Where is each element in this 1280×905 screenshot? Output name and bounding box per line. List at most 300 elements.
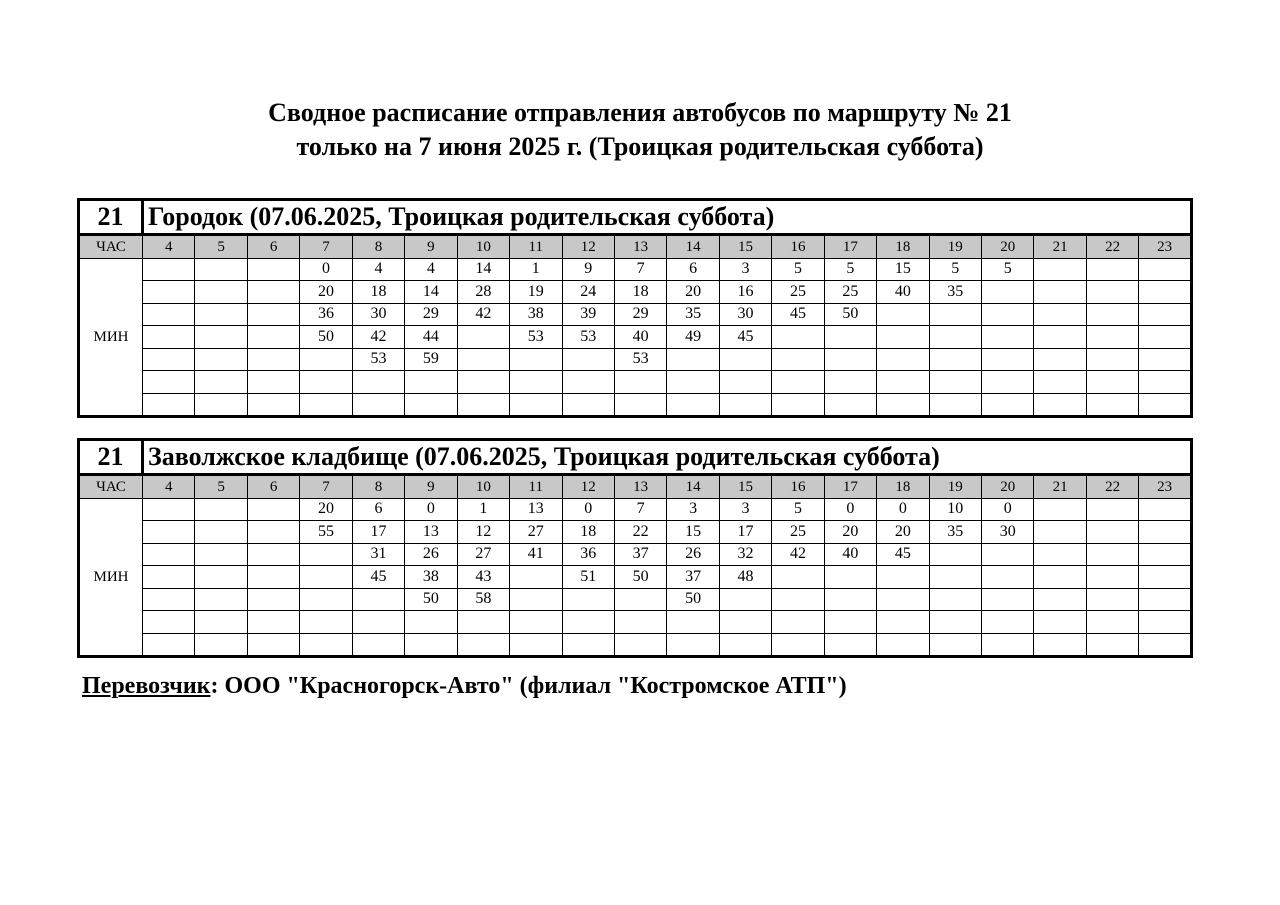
minute-cell: 3 — [719, 498, 771, 521]
minute-cell — [877, 393, 929, 417]
minute-cell: 0 — [982, 498, 1034, 521]
minute-cell: 45 — [772, 303, 824, 326]
minute-cell — [143, 303, 195, 326]
minute-cell: 0 — [405, 498, 457, 521]
minute-cell — [667, 393, 719, 417]
minute-cell — [772, 611, 824, 634]
minute-cell: 36 — [562, 543, 614, 566]
minute-cell — [929, 566, 981, 589]
minute-cell — [195, 566, 247, 589]
minute-cell: 30 — [982, 521, 1034, 544]
minute-cell — [877, 633, 929, 657]
hour-cell: 13 — [614, 235, 666, 259]
minute-cell — [247, 521, 299, 544]
minutes-row — [79, 326, 1192, 349]
hour-cell: 8 — [352, 475, 404, 499]
minutes-row — [79, 588, 1192, 611]
route-number: 21 — [79, 200, 143, 235]
minute-cell: 53 — [352, 348, 404, 371]
minute-cell: 13 — [510, 498, 562, 521]
minute-cell: 7 — [614, 258, 666, 281]
minute-cell — [562, 371, 614, 394]
minute-cell — [719, 371, 771, 394]
minute-cell — [614, 611, 666, 634]
minute-cell — [877, 371, 929, 394]
hour-cell: 10 — [457, 475, 509, 499]
page-title — [0, 96, 1280, 164]
minute-cell — [143, 498, 195, 521]
minute-cell: 24 — [562, 281, 614, 304]
hour-cell: 6 — [247, 475, 299, 499]
minutes-row — [79, 393, 1192, 417]
minute-cell — [929, 611, 981, 634]
minute-cell: 51 — [562, 566, 614, 589]
minute-cell: 10 — [929, 498, 981, 521]
minute-cell: 15 — [667, 521, 719, 544]
minute-cell: 20 — [300, 498, 352, 521]
minute-cell — [247, 371, 299, 394]
minute-cell — [719, 633, 771, 657]
hour-cell: 20 — [982, 235, 1034, 259]
minute-cell — [1086, 521, 1138, 544]
minute-cell — [929, 393, 981, 417]
hour-cell: 7 — [300, 475, 352, 499]
minute-cell — [614, 371, 666, 394]
minute-cell — [405, 611, 457, 634]
minute-cell: 12 — [457, 521, 509, 544]
minute-cell — [457, 611, 509, 634]
minute-cell: 36 — [300, 303, 352, 326]
hour-cell: 11 — [510, 475, 562, 499]
minute-cell — [247, 281, 299, 304]
minute-cell — [1139, 633, 1192, 657]
minute-cell: 44 — [405, 326, 457, 349]
minute-cell: 29 — [405, 303, 457, 326]
minute-cell: 29 — [614, 303, 666, 326]
minute-cell — [982, 588, 1034, 611]
minute-cell — [143, 588, 195, 611]
minute-cell — [667, 371, 719, 394]
minute-cell — [1139, 303, 1192, 326]
hour-cell: 21 — [1034, 475, 1086, 499]
minute-cell — [300, 371, 352, 394]
minute-cell — [772, 588, 824, 611]
minute-cell — [982, 303, 1034, 326]
minute-cell — [195, 348, 247, 371]
minute-cell — [300, 393, 352, 417]
minute-cell — [562, 348, 614, 371]
minute-cell: 27 — [457, 543, 509, 566]
minute-cell — [510, 348, 562, 371]
schedule-table-gorodok — [77, 198, 1193, 418]
minutes-row — [79, 498, 1192, 521]
minute-cell — [1139, 326, 1192, 349]
minute-cell — [405, 393, 457, 417]
minute-cell — [1139, 588, 1192, 611]
hour-cell: 4 — [143, 235, 195, 259]
minute-cell: 38 — [405, 566, 457, 589]
minute-cell — [1139, 543, 1192, 566]
carrier-line — [82, 673, 847, 700]
minute-cell — [1139, 393, 1192, 417]
minute-cell — [1086, 348, 1138, 371]
minute-cell — [352, 611, 404, 634]
minute-cell: 20 — [667, 281, 719, 304]
minute-cell — [772, 326, 824, 349]
minute-cell: 5 — [929, 258, 981, 281]
minute-cell — [562, 588, 614, 611]
minute-cell — [510, 371, 562, 394]
minute-cell — [247, 326, 299, 349]
minute-cell: 31 — [352, 543, 404, 566]
minute-cell: 25 — [772, 521, 824, 544]
hour-cell: 12 — [562, 475, 614, 499]
minute-cell — [667, 611, 719, 634]
minute-cell — [929, 348, 981, 371]
minutes-label: МИН — [79, 258, 143, 417]
hour-cell: 18 — [877, 235, 929, 259]
minute-cell — [1086, 281, 1138, 304]
minute-cell: 25 — [824, 281, 876, 304]
minutes-row — [79, 521, 1192, 544]
minute-cell — [877, 326, 929, 349]
minute-cell: 50 — [824, 303, 876, 326]
minute-cell — [824, 633, 876, 657]
minute-cell — [247, 633, 299, 657]
minute-cell: 37 — [614, 543, 666, 566]
minute-cell: 15 — [877, 258, 929, 281]
minutes-row — [79, 281, 1192, 304]
hours-row — [79, 235, 1192, 259]
minute-cell: 45 — [352, 566, 404, 589]
hour-cell: 14 — [667, 235, 719, 259]
minutes-row — [79, 258, 1192, 281]
hour-cell: 8 — [352, 235, 404, 259]
minute-cell — [195, 326, 247, 349]
minute-cell — [982, 611, 1034, 634]
minute-cell — [510, 566, 562, 589]
minute-cell — [247, 543, 299, 566]
minute-cell — [719, 588, 771, 611]
minute-cell — [143, 393, 195, 417]
minute-cell: 0 — [562, 498, 614, 521]
minute-cell — [405, 633, 457, 657]
minute-cell — [1034, 588, 1086, 611]
carrier-value: : ООО "Красногорск-Авто" (филиал "Костромское АТП") — [210, 673, 847, 699]
minute-cell: 50 — [300, 326, 352, 349]
minute-cell — [143, 543, 195, 566]
hour-cell: 22 — [1086, 235, 1138, 259]
minute-cell — [247, 258, 299, 281]
hour-cell: 10 — [457, 235, 509, 259]
minute-cell — [195, 521, 247, 544]
minute-cell — [143, 348, 195, 371]
minute-cell: 32 — [719, 543, 771, 566]
hour-cell: 19 — [929, 475, 981, 499]
minute-cell — [143, 611, 195, 634]
minute-cell — [982, 348, 1034, 371]
minute-cell — [1034, 371, 1086, 394]
minute-cell: 49 — [667, 326, 719, 349]
minute-cell — [1034, 498, 1086, 521]
minute-cell — [877, 303, 929, 326]
title-line-1: Сводное расписание отправления автобусов по маршруту № 21 — [268, 98, 1012, 127]
minute-cell — [352, 633, 404, 657]
hour-cell: 11 — [510, 235, 562, 259]
minute-cell — [824, 611, 876, 634]
hour-cell: 5 — [195, 475, 247, 499]
minute-cell — [929, 633, 981, 657]
minute-cell — [824, 348, 876, 371]
minute-cell — [1034, 633, 1086, 657]
minute-cell: 22 — [614, 521, 666, 544]
minute-cell — [772, 566, 824, 589]
hour-cell: 22 — [1086, 475, 1138, 499]
minute-cell: 30 — [352, 303, 404, 326]
minute-cell: 40 — [877, 281, 929, 304]
minute-cell: 18 — [614, 281, 666, 304]
minute-cell — [772, 371, 824, 394]
minute-cell — [982, 633, 1034, 657]
hour-cell: 17 — [824, 235, 876, 259]
minute-cell: 0 — [824, 498, 876, 521]
minute-cell — [143, 281, 195, 304]
minute-cell — [510, 633, 562, 657]
minute-cell — [1086, 303, 1138, 326]
minutes-row — [79, 348, 1192, 371]
hour-cell: 4 — [143, 475, 195, 499]
minute-cell — [143, 258, 195, 281]
minute-cell — [824, 393, 876, 417]
minute-cell: 13 — [405, 521, 457, 544]
minute-cell: 50 — [405, 588, 457, 611]
minute-cell — [562, 633, 614, 657]
minute-cell — [352, 588, 404, 611]
hour-cell: 14 — [667, 475, 719, 499]
minute-cell — [300, 566, 352, 589]
minute-cell — [1086, 258, 1138, 281]
hour-cell: 23 — [1139, 235, 1192, 259]
minute-cell: 40 — [824, 543, 876, 566]
minute-cell — [614, 393, 666, 417]
minute-cell — [772, 393, 824, 417]
minute-cell: 14 — [457, 258, 509, 281]
minute-cell — [405, 371, 457, 394]
minute-cell — [982, 393, 1034, 417]
minute-cell: 30 — [719, 303, 771, 326]
minute-cell: 45 — [719, 326, 771, 349]
minute-cell — [1139, 371, 1192, 394]
minute-cell — [719, 348, 771, 371]
minute-cell — [1139, 258, 1192, 281]
title-line-2: только на 7 июня 2025 г. (Троицкая родительская суббота) — [296, 132, 984, 161]
hour-cell: 7 — [300, 235, 352, 259]
minute-cell: 43 — [457, 566, 509, 589]
minute-cell — [877, 588, 929, 611]
minute-cell: 26 — [667, 543, 719, 566]
minute-cell — [1034, 521, 1086, 544]
minute-cell — [247, 588, 299, 611]
hour-cell: 12 — [562, 235, 614, 259]
minute-cell — [510, 611, 562, 634]
minute-cell — [143, 326, 195, 349]
minute-cell — [1139, 348, 1192, 371]
hour-cell: 16 — [772, 235, 824, 259]
minute-cell — [1139, 498, 1192, 521]
minute-cell — [352, 371, 404, 394]
minute-cell — [1034, 543, 1086, 566]
minute-cell: 53 — [562, 326, 614, 349]
minute-cell — [1086, 393, 1138, 417]
minute-cell: 14 — [405, 281, 457, 304]
minute-cell: 42 — [457, 303, 509, 326]
minute-cell: 53 — [510, 326, 562, 349]
minute-cell: 3 — [667, 498, 719, 521]
hour-cell: 23 — [1139, 475, 1192, 499]
minutes-row — [79, 371, 1192, 394]
hour-cell: 19 — [929, 235, 981, 259]
minute-cell — [929, 371, 981, 394]
minute-cell — [1086, 566, 1138, 589]
route-title: Заволжское кладбище (07.06.2025, Троицкая родительская суббота) — [143, 440, 1192, 475]
minute-cell: 27 — [510, 521, 562, 544]
minute-cell — [195, 258, 247, 281]
minute-cell: 55 — [300, 521, 352, 544]
minute-cell: 20 — [824, 521, 876, 544]
minute-cell — [824, 588, 876, 611]
minute-cell — [1139, 566, 1192, 589]
minute-cell — [719, 393, 771, 417]
minute-cell: 58 — [457, 588, 509, 611]
hours-row — [79, 475, 1192, 499]
minutes-row — [79, 633, 1192, 657]
minute-cell — [1139, 521, 1192, 544]
hour-label: ЧАС — [79, 475, 143, 499]
minute-cell — [562, 393, 614, 417]
minute-cell: 35 — [929, 281, 981, 304]
minute-cell — [614, 633, 666, 657]
minute-cell: 35 — [667, 303, 719, 326]
minute-cell — [195, 611, 247, 634]
minute-cell — [510, 588, 562, 611]
minute-cell — [195, 281, 247, 304]
minute-cell: 37 — [667, 566, 719, 589]
minute-cell: 19 — [510, 281, 562, 304]
hour-cell: 21 — [1034, 235, 1086, 259]
minute-cell — [982, 326, 1034, 349]
minute-cell: 4 — [352, 258, 404, 281]
minute-cell: 41 — [510, 543, 562, 566]
hour-cell: 9 — [405, 475, 457, 499]
minute-cell — [772, 348, 824, 371]
minute-cell — [1034, 348, 1086, 371]
minute-cell: 1 — [510, 258, 562, 281]
minute-cell: 50 — [667, 588, 719, 611]
hour-cell: 9 — [405, 235, 457, 259]
minute-cell: 17 — [719, 521, 771, 544]
minute-cell: 16 — [719, 281, 771, 304]
minute-cell — [247, 498, 299, 521]
minute-cell — [352, 393, 404, 417]
minute-cell — [195, 543, 247, 566]
minute-cell: 42 — [772, 543, 824, 566]
minutes-row — [79, 566, 1192, 589]
minute-cell: 40 — [614, 326, 666, 349]
minute-cell: 48 — [719, 566, 771, 589]
route-header-row — [79, 200, 1192, 235]
minute-cell — [982, 281, 1034, 304]
minute-cell — [300, 633, 352, 657]
minute-cell — [1034, 303, 1086, 326]
minute-cell: 20 — [300, 281, 352, 304]
minute-cell — [929, 303, 981, 326]
minute-cell — [667, 348, 719, 371]
minute-cell — [929, 588, 981, 611]
minute-cell: 39 — [562, 303, 614, 326]
minute-cell: 50 — [614, 566, 666, 589]
minute-cell — [300, 611, 352, 634]
minute-cell — [247, 303, 299, 326]
hour-cell: 15 — [719, 475, 771, 499]
minute-cell — [877, 611, 929, 634]
minutes-row — [79, 611, 1192, 634]
route-title: Городок (07.06.2025, Троицкая родительская суббота) — [143, 200, 1192, 235]
minute-cell — [457, 371, 509, 394]
minute-cell — [929, 543, 981, 566]
minutes-label: МИН — [79, 498, 143, 657]
minute-cell — [195, 371, 247, 394]
hour-cell: 15 — [719, 235, 771, 259]
minute-cell — [143, 371, 195, 394]
minute-cell: 26 — [405, 543, 457, 566]
minute-cell: 0 — [877, 498, 929, 521]
minute-cell — [300, 543, 352, 566]
minute-cell — [247, 348, 299, 371]
minute-cell — [877, 566, 929, 589]
minute-cell — [1086, 371, 1138, 394]
minute-cell: 5 — [772, 498, 824, 521]
minute-cell — [143, 521, 195, 544]
minute-cell — [195, 588, 247, 611]
minute-cell — [457, 326, 509, 349]
route-number: 21 — [79, 440, 143, 475]
hour-cell: 13 — [614, 475, 666, 499]
hour-cell: 16 — [772, 475, 824, 499]
minute-cell: 25 — [772, 281, 824, 304]
minute-cell: 38 — [510, 303, 562, 326]
minute-cell — [195, 393, 247, 417]
minute-cell — [1034, 281, 1086, 304]
minute-cell — [1086, 498, 1138, 521]
minute-cell: 17 — [352, 521, 404, 544]
minute-cell — [457, 633, 509, 657]
minute-cell — [1086, 543, 1138, 566]
minute-cell — [982, 543, 1034, 566]
minute-cell — [457, 348, 509, 371]
hour-cell: 5 — [195, 235, 247, 259]
minute-cell: 5 — [772, 258, 824, 281]
minute-cell: 20 — [877, 521, 929, 544]
minute-cell — [247, 566, 299, 589]
minute-cell: 4 — [405, 258, 457, 281]
minute-cell — [1139, 611, 1192, 634]
minute-cell: 6 — [667, 258, 719, 281]
minutes-row — [79, 543, 1192, 566]
minute-cell — [247, 611, 299, 634]
minute-cell: 35 — [929, 521, 981, 544]
minute-cell — [824, 566, 876, 589]
minute-cell — [772, 633, 824, 657]
